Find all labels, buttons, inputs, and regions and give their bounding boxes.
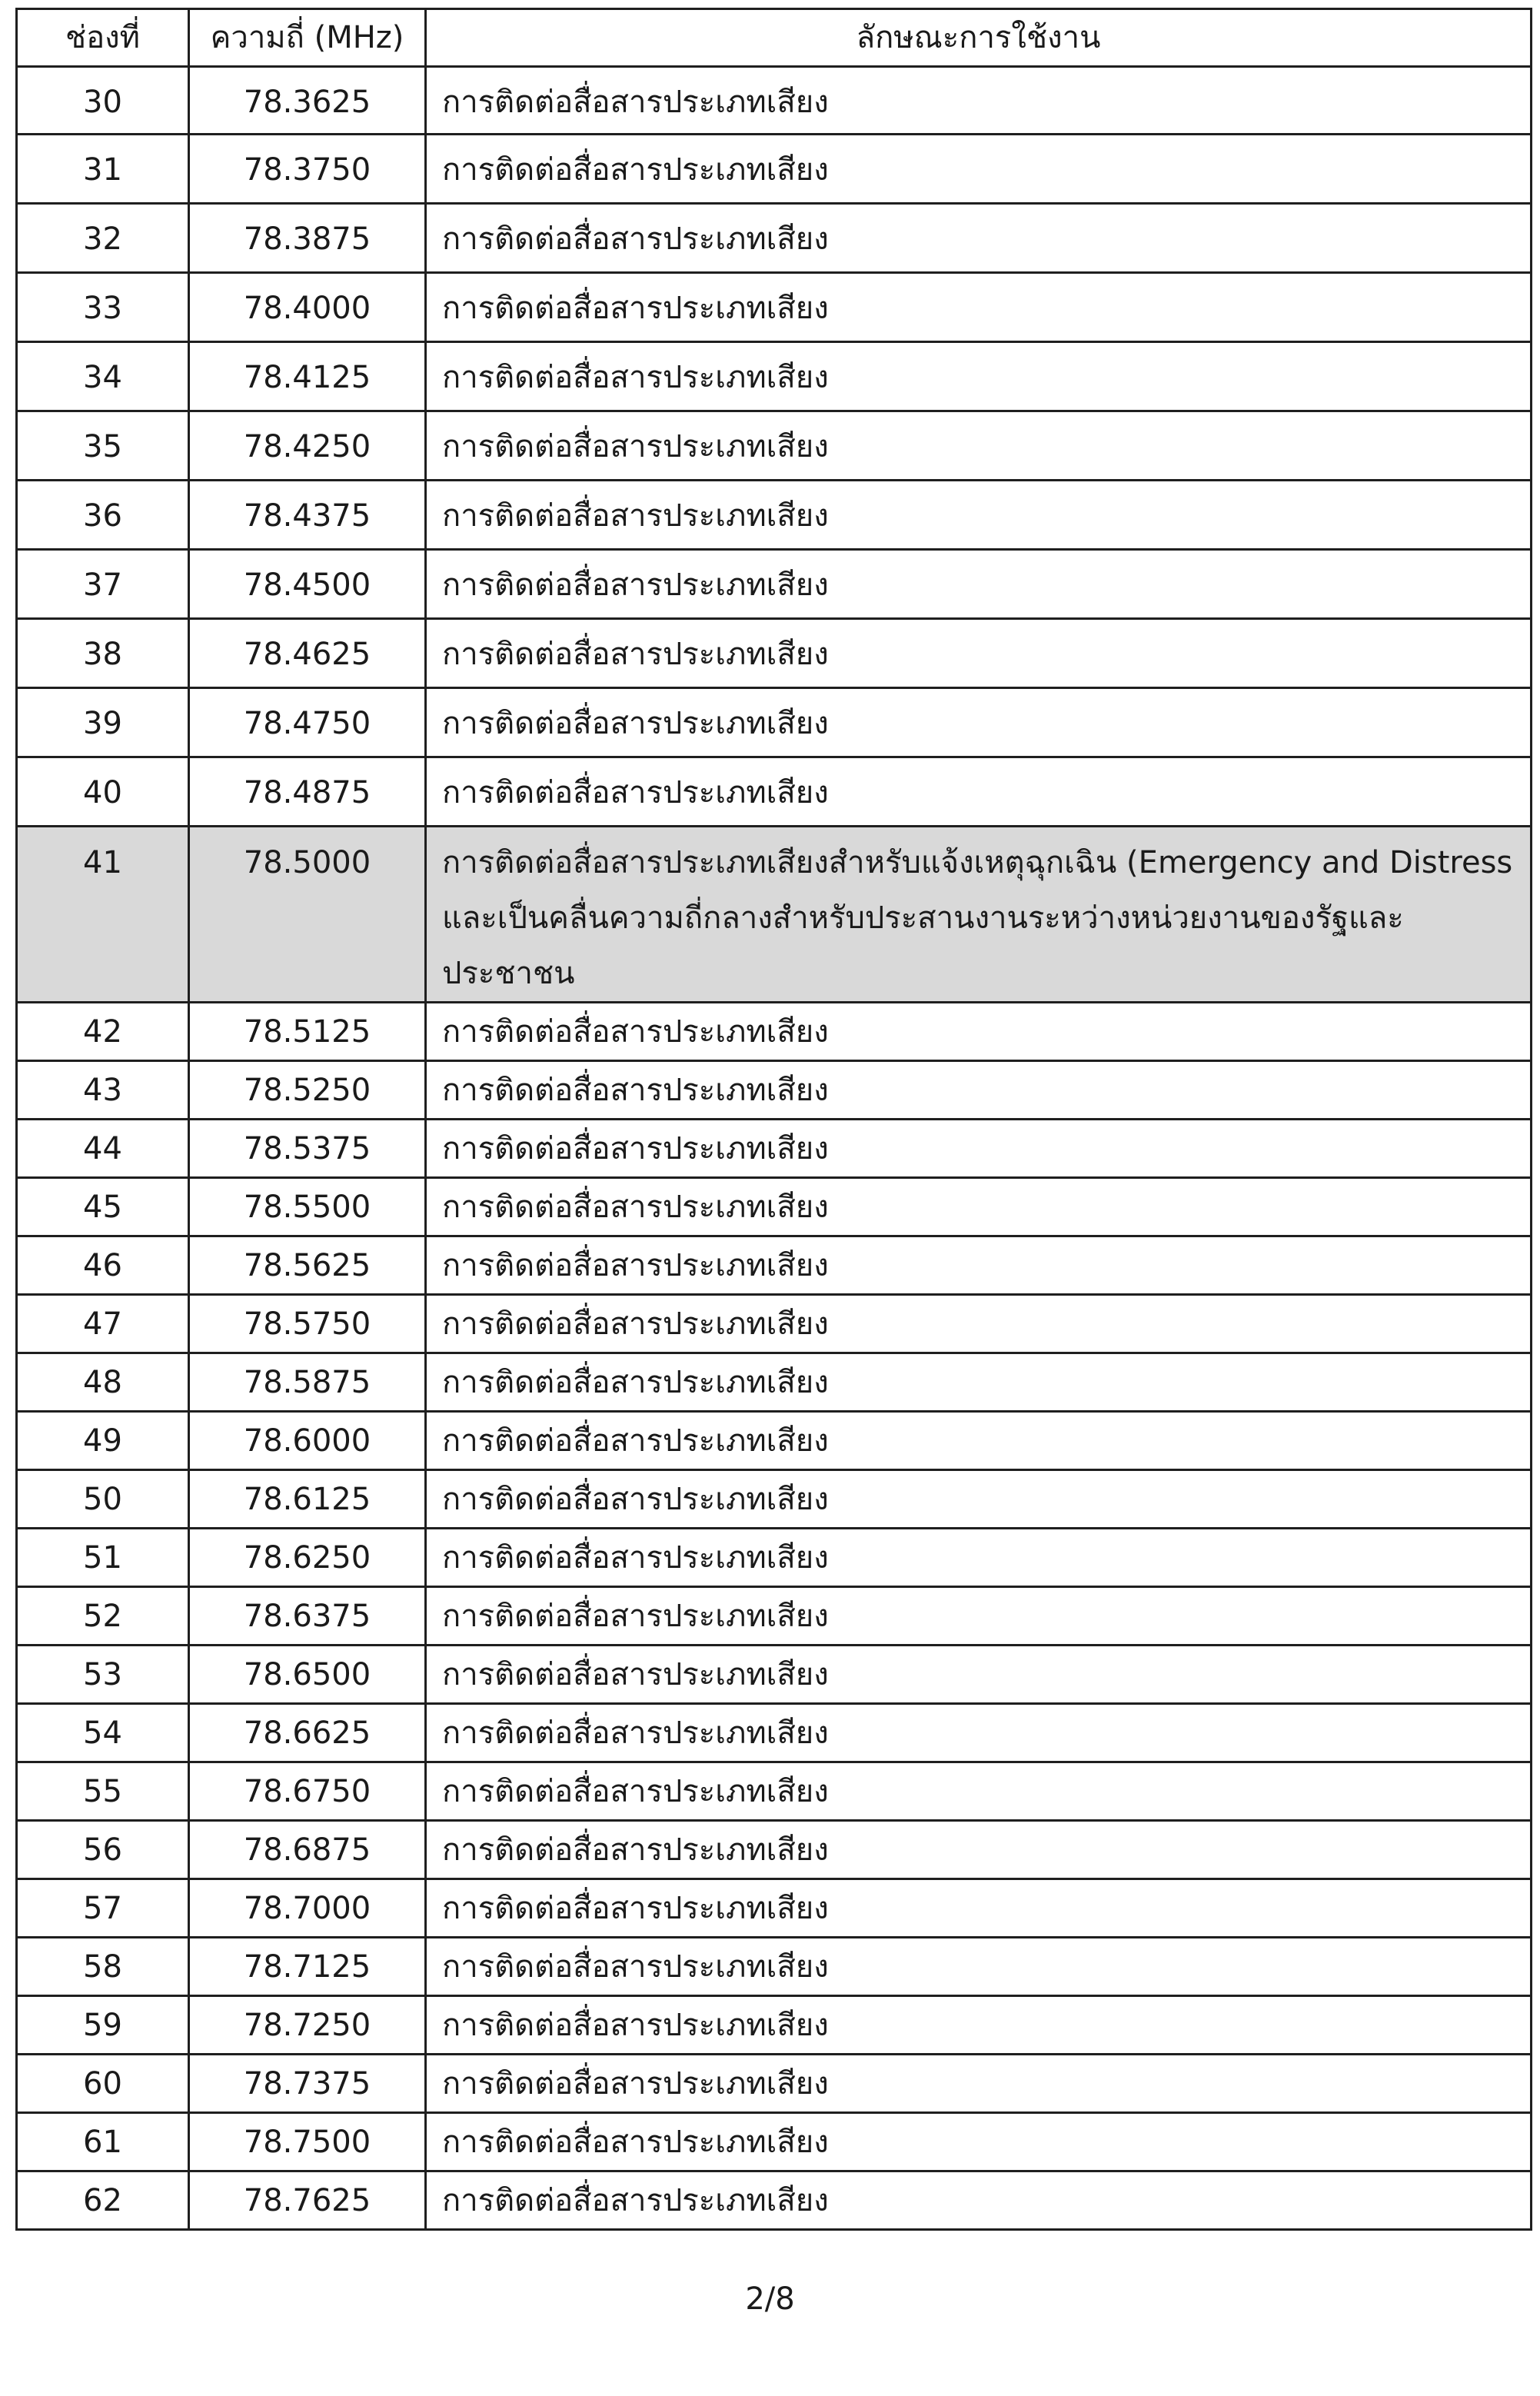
table-row [17, 550, 1532, 619]
table-row [17, 1821, 1532, 1879]
channel-cell: 39 [17, 688, 189, 757]
table-row [17, 1996, 1532, 2055]
channel-cell: 36 [17, 481, 189, 550]
table-row [17, 1529, 1532, 1587]
table-row [17, 1003, 1532, 1061]
usage-cell: การติดต่อสื่อสารประเภทเสียง [426, 67, 1532, 135]
channel-cell: 35 [17, 411, 189, 481]
channel-cell: 41 [17, 827, 189, 1003]
table-body [17, 67, 1532, 2230]
table-row [17, 1704, 1532, 1762]
frequency-cell: 78.7625 [189, 2171, 426, 2230]
frequency-cell: 78.4125 [189, 342, 426, 411]
frequency-cell: 78.5125 [189, 1003, 426, 1061]
usage-cell: การติดต่อสื่อสารประเภทเสียง [426, 204, 1532, 273]
usage-cell: การติดต่อสื่อสารประเภทเสียง [426, 1236, 1532, 1295]
usage-cell: การติดต่อสื่อสารประเภทเสียง [426, 2171, 1532, 2230]
header-usage: ลักษณะการใช้งาน [426, 9, 1532, 67]
table-header-row [17, 9, 1532, 67]
usage-cell: การติดต่อสื่อสารประเภทเสียง [426, 1821, 1532, 1879]
usage-cell: การติดต่อสื่อสารประเภทเสียง [426, 2055, 1532, 2113]
table-row [17, 1879, 1532, 1938]
frequency-cell: 78.4375 [189, 481, 426, 550]
frequency-cell: 78.7125 [189, 1938, 426, 1996]
channel-cell: 54 [17, 1704, 189, 1762]
channel-cell: 58 [17, 1938, 189, 1996]
usage-cell: การติดต่อสื่อสารประเภทเสียง [426, 1996, 1532, 2055]
table-row [17, 1178, 1532, 1236]
table-row [17, 1120, 1532, 1178]
channel-cell: 37 [17, 550, 189, 619]
table-row-highlighted [17, 827, 1532, 1003]
channel-cell: 57 [17, 1879, 189, 1938]
usage-cell: การติดต่อสื่อสารประเภทเสียง [426, 1353, 1532, 1412]
channel-cell: 31 [17, 135, 189, 204]
frequency-cell: 78.6375 [189, 1587, 426, 1646]
header-channel: ช่องที่ [17, 9, 189, 67]
channel-cell: 59 [17, 1996, 189, 2055]
frequency-cell: 78.7500 [189, 2113, 426, 2171]
frequency-cell: 78.5875 [189, 1353, 426, 1412]
page-number: 2/8 [745, 2281, 795, 2317]
table-row [17, 204, 1532, 273]
frequency-cell: 78.6750 [189, 1762, 426, 1821]
frequency-cell: 78.3875 [189, 204, 426, 273]
table-row [17, 1236, 1532, 1295]
usage-cell: การติดต่อสื่อสารประเภทเสียง [426, 1762, 1532, 1821]
table-row [17, 1762, 1532, 1821]
table-row [17, 342, 1532, 411]
table-row [17, 2113, 1532, 2171]
usage-cell: การติดต่อสื่อสารประเภทเสียง [426, 2113, 1532, 2171]
frequency-cell: 78.5500 [189, 1178, 426, 1236]
table-row [17, 1587, 1532, 1646]
channel-cell: 60 [17, 2055, 189, 2113]
channel-cell: 53 [17, 1646, 189, 1704]
frequency-cell: 78.3625 [189, 67, 426, 135]
channel-cell: 61 [17, 2113, 189, 2171]
usage-cell: การติดต่อสื่อสารประเภทเสียง [426, 1120, 1532, 1178]
usage-cell: การติดต่อสื่อสารประเภทเสียง [426, 481, 1532, 550]
frequency-cell: 78.6250 [189, 1529, 426, 1587]
usage-cell: การติดต่อสื่อสารประเภทเสียง [426, 273, 1532, 342]
frequency-cell: 78.4250 [189, 411, 426, 481]
table-row [17, 1412, 1532, 1470]
table-row [17, 2055, 1532, 2113]
channel-cell: 30 [17, 67, 189, 135]
channel-cell: 32 [17, 204, 189, 273]
table-row [17, 1938, 1532, 1996]
frequency-cell: 78.6625 [189, 1704, 426, 1762]
table-row [17, 619, 1532, 688]
channel-cell: 51 [17, 1529, 189, 1587]
frequency-cell: 78.7375 [189, 2055, 426, 2113]
channel-cell: 50 [17, 1470, 189, 1529]
usage-cell: การติดต่อสื่อสารประเภทเสียง [426, 688, 1532, 757]
table-row [17, 1646, 1532, 1704]
channel-cell: 48 [17, 1353, 189, 1412]
frequency-cell: 78.4000 [189, 273, 426, 342]
channel-cell: 38 [17, 619, 189, 688]
table-row [17, 1295, 1532, 1353]
usage-cell: การติดต่อสื่อสารประเภทเสียง [426, 1295, 1532, 1353]
frequency-cell: 78.5750 [189, 1295, 426, 1353]
channel-cell: 42 [17, 1003, 189, 1061]
usage-cell: การติดต่อสื่อสารประเภทเสียง [426, 619, 1532, 688]
table-row [17, 67, 1532, 135]
usage-cell: การติดต่อสื่อสารประเภทเสียง [426, 1470, 1532, 1529]
frequency-cell: 78.7000 [189, 1879, 426, 1938]
table-row [17, 2171, 1532, 2230]
frequency-cell: 78.4875 [189, 757, 426, 827]
channel-cell: 47 [17, 1295, 189, 1353]
usage-cell: การติดต่อสื่อสารประเภทเสียง [426, 550, 1532, 619]
usage-cell: การติดต่อสื่อสารประเภทเสียง [426, 1178, 1532, 1236]
channel-cell: 44 [17, 1120, 189, 1178]
table-row [17, 688, 1532, 757]
usage-cell: การติดต่อสื่อสารประเภทเสียง [426, 1938, 1532, 1996]
frequency-table [15, 8, 1532, 2231]
usage-cell: การติดต่อสื่อสารประเภทเสียง [426, 1061, 1532, 1120]
channel-cell: 56 [17, 1821, 189, 1879]
channel-cell: 46 [17, 1236, 189, 1295]
usage-cell: การติดต่อสื่อสารประเภทเสียง [426, 1646, 1532, 1704]
channel-cell: 55 [17, 1762, 189, 1821]
usage-cell: การติดต่อสื่อสารประเภทเสียง [426, 342, 1532, 411]
channel-cell: 40 [17, 757, 189, 827]
frequency-cell: 78.6125 [189, 1470, 426, 1529]
usage-cell: การติดต่อสื่อสารประเภทเสียง [426, 135, 1532, 204]
channel-cell: 43 [17, 1061, 189, 1120]
table-row [17, 273, 1532, 342]
frequency-cell: 78.4500 [189, 550, 426, 619]
table-row [17, 1470, 1532, 1529]
usage-cell: การติดต่อสื่อสารประเภทเสียง [426, 411, 1532, 481]
frequency-cell: 78.6875 [189, 1821, 426, 1879]
usage-cell: การติดต่อสื่อสารประเภทเสียง [426, 1529, 1532, 1587]
usage-cell: การติดต่อสื่อสารประเภทเสียงสำหรับแจ้งเหตุฉุกเฉิน (Emergency and Distress และเป็นคลื่นความถี่กลางสำหรับประสานงานระหว่างหน่วยงานของรัฐและ ประชาชน [426, 827, 1532, 1003]
usage-cell: การติดต่อสื่อสารประเภทเสียง [426, 1003, 1532, 1061]
channel-cell: 34 [17, 342, 189, 411]
table-row [17, 757, 1532, 827]
frequency-cell: 78.4625 [189, 619, 426, 688]
table-row [17, 1061, 1532, 1120]
channel-cell: 49 [17, 1412, 189, 1470]
frequency-cell: 78.4750 [189, 688, 426, 757]
frequency-cell: 78.7250 [189, 1996, 426, 2055]
usage-cell: การติดต่อสื่อสารประเภทเสียง [426, 757, 1532, 827]
channel-cell: 45 [17, 1178, 189, 1236]
header-frequency: ความถี่ (MHz) [189, 9, 426, 67]
table-row [17, 1353, 1532, 1412]
table-row [17, 481, 1532, 550]
frequency-cell: 78.5375 [189, 1120, 426, 1178]
channel-cell: 62 [17, 2171, 189, 2230]
usage-cell: การติดต่อสื่อสารประเภทเสียง [426, 1879, 1532, 1938]
table-row [17, 411, 1532, 481]
frequency-cell: 78.5250 [189, 1061, 426, 1120]
channel-cell: 52 [17, 1587, 189, 1646]
usage-cell: การติดต่อสื่อสารประเภทเสียง [426, 1704, 1532, 1762]
usage-cell: การติดต่อสื่อสารประเภทเสียง [426, 1587, 1532, 1646]
frequency-cell: 78.6000 [189, 1412, 426, 1470]
table-row [17, 135, 1532, 204]
channel-cell: 33 [17, 273, 189, 342]
frequency-cell: 78.5000 [189, 827, 426, 1003]
frequency-cell: 78.3750 [189, 135, 426, 204]
frequency-cell: 78.6500 [189, 1646, 426, 1704]
usage-cell: การติดต่อสื่อสารประเภทเสียง [426, 1412, 1532, 1470]
frequency-cell: 78.5625 [189, 1236, 426, 1295]
